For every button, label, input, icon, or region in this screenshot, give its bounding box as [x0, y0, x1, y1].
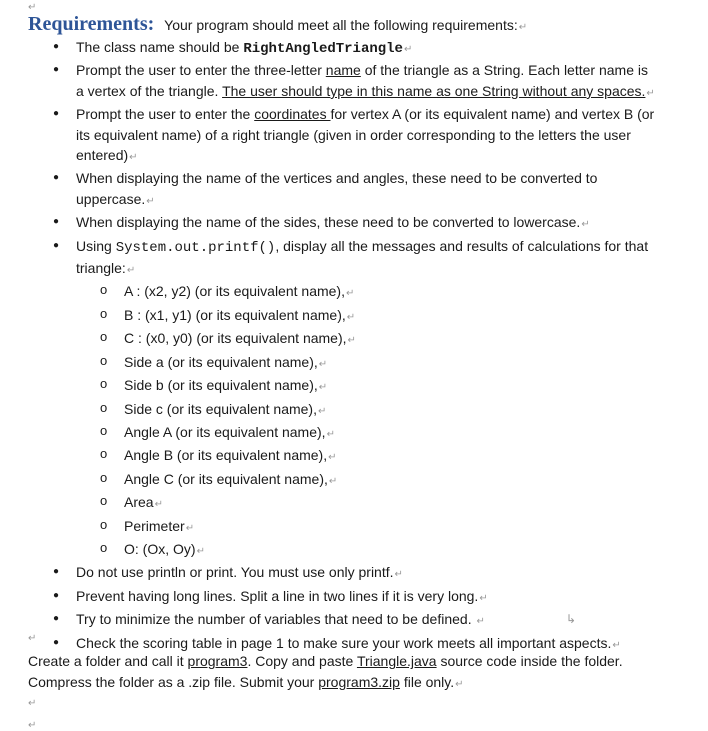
- item-text: Check the scoring table in page 1 to make sure your work meets all important aspects.: [76, 634, 612, 651]
- sub-item-text: Angle C (or its equivalent name),: [124, 470, 328, 487]
- sub-item-text: Side b (or its equivalent name),: [124, 377, 318, 394]
- list-item: [0, 212, 708, 235]
- para-text: file only.: [399, 674, 455, 690]
- paragraph-mark: ↵: [185, 522, 195, 534]
- sub-item-text: Area: [124, 494, 154, 511]
- item-text: , display all the messages and results of calculations for that triangle:: [76, 237, 649, 277]
- sub-list-item: [76, 305, 658, 328]
- paragraph-mark: ↵: [196, 545, 205, 557]
- sub-list-item: [76, 281, 658, 304]
- paragraph-mark: ↵: [328, 475, 338, 487]
- output-sublist: [76, 281, 658, 562]
- sub-list-item: [76, 539, 658, 562]
- list-item: [0, 562, 708, 585]
- class-name-code: RightAngledTriangle: [243, 41, 403, 57]
- list-item: [0, 609, 708, 632]
- program3-folder-link: program3: [187, 653, 248, 669]
- item-text: of the triangle as a String. Each letter name is a vertex of the triangle.: [76, 62, 648, 99]
- return-arrow-icon: ↳: [566, 612, 577, 626]
- paragraph-mark: ↵: [394, 569, 403, 581]
- paragraph-mark: ↵: [28, 698, 37, 709]
- paragraph-mark: ↵: [455, 679, 464, 690]
- list-item: [0, 37, 708, 60]
- paragraph-mark: ↵: [318, 358, 328, 370]
- paragraph-mark: ↵: [317, 405, 327, 417]
- paragraph-mark: ↵: [347, 335, 356, 347]
- sub-list-item: [76, 469, 658, 492]
- sub-list-item: [76, 352, 658, 375]
- para-text: source code inside the folder. Compress the folder as a .zip file. Submit your: [28, 653, 623, 690]
- list-item: [0, 104, 708, 168]
- sub-list-item: [76, 328, 658, 351]
- item-text: Do not use println or print. You must use only printf.: [76, 564, 394, 581]
- sub-item-text: A : (x2, y2) (or its equivalent name),: [124, 283, 345, 300]
- sub-item-text: Side c (or its equivalent name),: [124, 400, 317, 417]
- sub-item-text: Angle B (or its equivalent name),: [124, 447, 328, 464]
- paragraph-mark: ↵: [28, 633, 37, 644]
- submission-paragraph: [28, 651, 688, 695]
- sub-list-item: [76, 399, 658, 422]
- paragraph-mark: ↵: [476, 616, 485, 628]
- list-item: [0, 236, 708, 563]
- requirements-title: Requirements:: [28, 13, 155, 35]
- triangle-java-link: Triangle.java: [356, 653, 437, 669]
- item-text: for vertex A (or its equivalent name) and vertex B (or its equivalent name) of a right triangle (given in order corresponding to the letters the user entered): [76, 106, 655, 164]
- paragraph-mark: ↵: [346, 311, 356, 323]
- paragraph-mark: ↵: [612, 639, 621, 651]
- item-text: When displaying the name of the sides, these need to be converted to lowercase.: [76, 214, 581, 231]
- paragraph-mark: ↵: [28, 2, 37, 13]
- sub-list-item: [76, 516, 658, 539]
- sub-list-item: [76, 375, 658, 398]
- paragraph-mark: ↵: [129, 152, 138, 164]
- coordinates-underlined: coordinates: [254, 106, 331, 123]
- program3-zip-link: program3.zip: [318, 674, 400, 690]
- item-text: When displaying the name of the vertices and angles, these need to be converted to uppercase.: [76, 170, 598, 207]
- paragraph-mark: ↵: [518, 22, 528, 33]
- requirements-heading: [28, 12, 527, 40]
- sub-item-text: Angle A (or its equivalent name),: [124, 423, 326, 440]
- sub-list-item: [76, 422, 658, 445]
- sub-item-text: O: (Ox, Oy): [124, 540, 196, 557]
- list-item: [0, 60, 708, 104]
- sub-item-text: B : (x1, y1) (or its equivalent name),: [124, 306, 346, 323]
- item-text: Prompt the user to enter the three-letter: [76, 62, 326, 79]
- item-text: Prompt the user to enter the: [76, 106, 255, 123]
- list-item: [0, 168, 708, 212]
- paragraph-mark: ↵: [318, 382, 328, 394]
- item-text: Using: [76, 237, 116, 254]
- paragraph-mark: ↵: [126, 265, 136, 277]
- requirements-list: [0, 37, 708, 656]
- item-text: The class name should be: [76, 39, 244, 55]
- item-text: Try to minimize the number of variables that need to be defined.: [76, 611, 472, 628]
- paragraph-mark: ↵: [403, 44, 413, 55]
- paragraph-mark: ↵: [28, 720, 37, 731]
- paragraph-mark: ↵: [581, 219, 590, 231]
- paragraph-mark: ↵: [345, 288, 355, 300]
- paragraph-mark: ↵: [328, 452, 337, 464]
- requirements-intro: Your program should meet all the following requirements:: [164, 17, 518, 33]
- list-item: [0, 586, 708, 609]
- sub-item-text: Perimeter: [124, 517, 185, 534]
- printf-code: System.out.printf(): [115, 239, 276, 256]
- paragraph-mark: ↵: [146, 195, 155, 207]
- paragraph-mark: ↵: [646, 87, 655, 99]
- one-string-underlined: The user should type in this name as one String without any spaces.: [222, 82, 646, 99]
- sub-item-text: C : (x0, y0) (or its equivalent name),: [124, 330, 347, 347]
- sub-item-text: Side a (or its equivalent name),: [124, 353, 318, 370]
- sub-list-item: [76, 445, 658, 468]
- para-text: Create a folder and call it: [28, 653, 188, 669]
- paragraph-mark: ↵: [154, 499, 163, 511]
- item-text: Prevent having long lines. Split a line in two lines if it is very long.: [76, 587, 479, 604]
- name-underlined: name: [325, 62, 361, 79]
- sub-list-item: [76, 492, 658, 515]
- paragraph-mark: ↵: [479, 592, 488, 604]
- paragraph-mark: ↵: [326, 428, 335, 440]
- para-text: . Copy and paste: [247, 653, 357, 669]
